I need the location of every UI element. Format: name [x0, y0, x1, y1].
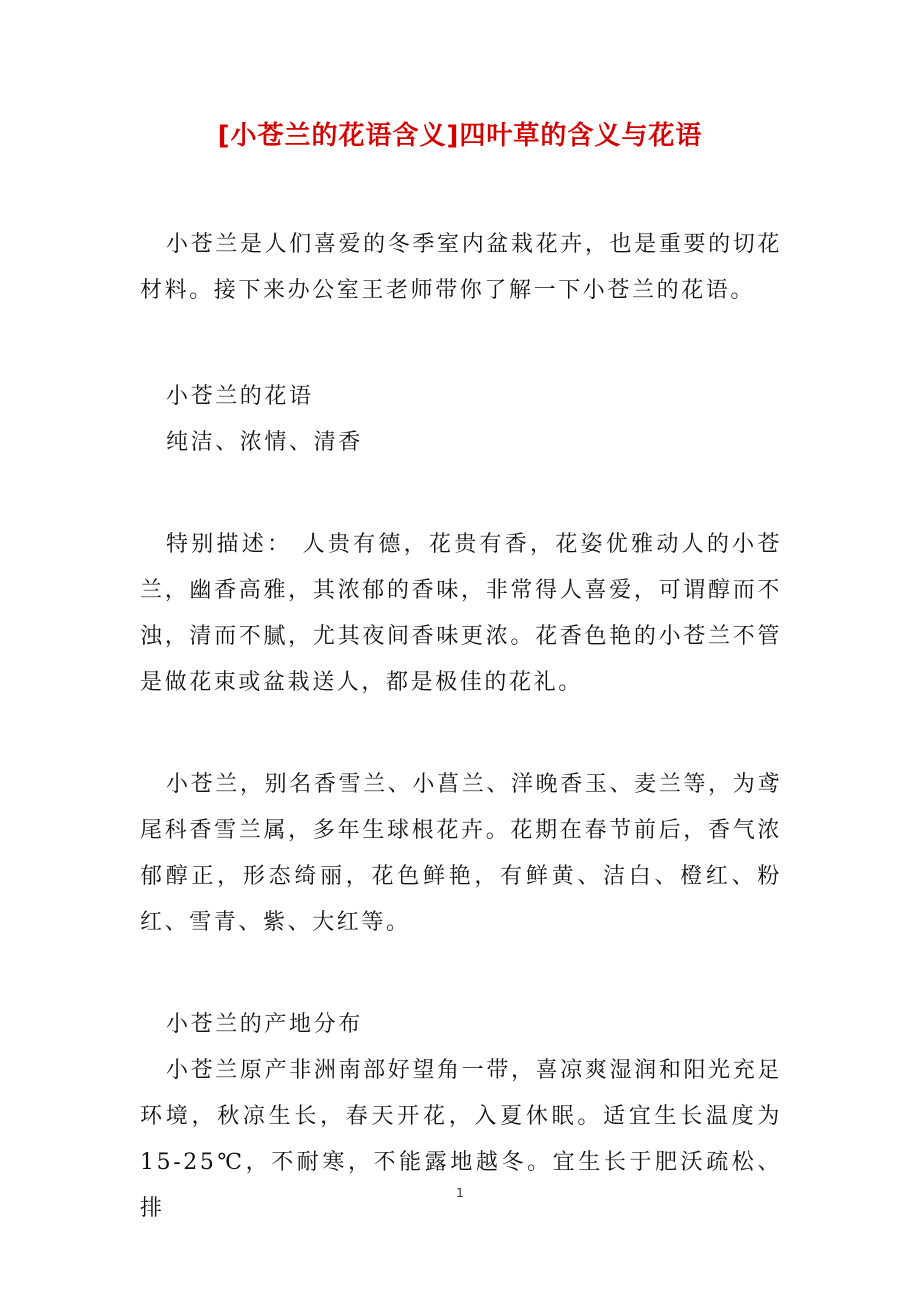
spacer [140, 706, 782, 762]
spacer [140, 466, 782, 522]
intro-paragraph: 小苍兰是人们喜爱的冬季室内盆栽花卉，也是重要的切花材料。接下来办公室王老师带你了解一下小苍兰的花语。 [140, 232, 782, 303]
page-number: 1 [456, 1186, 464, 1200]
title-suffix: 四叶草的含义与花语 [459, 121, 703, 151]
special-description-paragraph: 特别描述： 人贵有德，花贵有香，花姿优雅动人的小苍兰，幽香高雅，其浓郁的香味，非常得人喜爱，可谓醇而不浊，清而不腻，尤其夜间香味更浓。花香色艳的小苍兰不管是做花束或盆栽送人，都是极佳的花礼。 [140, 532, 782, 695]
document-body [140, 222, 782, 1232]
meaning-heading: 小苍兰的花语 [166, 384, 314, 409]
aliases-paragraph: 小苍兰，别名香雪兰、小菖兰、洋晚香玉、麦兰等，为鸢尾科香雪兰属，多年生球根花卉。花期在春节前后，香气浓郁醇正，形态绮丽，花色鲜艳，有鲜黄、洁白、橙红、粉红、雪青、紫、大红等。 [140, 772, 782, 935]
title-prefix: [小苍兰的花语含义] [217, 121, 460, 151]
title-container [0, 116, 920, 157]
origin-paragraph: 小苍兰原产非洲南部好望角一带，喜凉爽湿润和阳光充足环境，秋凉生长，春天开花，入夏休眠。适宜生长温度为15-25℃，不耐寒，不能露地越冬。宜生长于肥沃疏松、排 [140, 1058, 782, 1221]
document-title [216, 116, 705, 157]
origin-heading: 小苍兰的产地分布 [166, 1012, 363, 1037]
meaning-values: 纯洁、浓情、清香 [166, 430, 363, 455]
spacer [140, 314, 782, 374]
spacer [140, 946, 782, 1002]
